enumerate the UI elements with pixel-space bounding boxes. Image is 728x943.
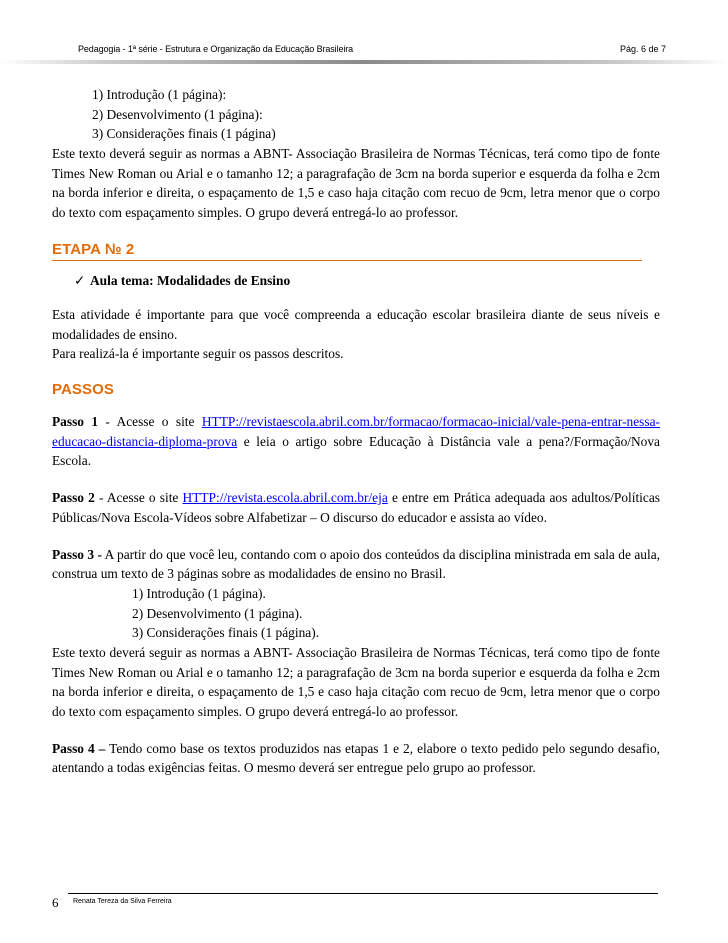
list-item: 2) Desenvolvimento (1 página): <box>92 106 263 122</box>
passo-3-text: A partir do que você leu, contando com o apoio dos conteúdos da disciplina ministrada em sala de aula, construa um texto de 3 páginas sobre as modalidades de ensino no Brasil. <box>52 546 660 582</box>
intro-paragraph-2: Para realizá-la é importante seguir os passos descritos. <box>52 346 344 362</box>
footer-divider <box>68 893 658 894</box>
passo-1-text-after: e leia o artigo sobre Educação à Distância vale a pena?/Formação/Nova Escola. <box>52 433 660 469</box>
mid-outline-list <box>52 584 660 643</box>
passo-4-text: Tendo como base os textos produzidos nas etapas 1 e 2, elabore o texto pedido pelo segundo desafio, atentando a todas exigências feitas. O mesmo deverá ser entregue pelo grupo ao professor. <box>52 740 660 776</box>
checkmark-icon: ✓ <box>74 272 86 288</box>
passo-2-link[interactable]: HTTP://revista.escola.abril.com.br/eja <box>182 490 388 506</box>
etapa-underline <box>52 260 642 262</box>
abnt-instructions-paragraph-2: Este texto deverá seguir as normas a ABNT- Associação Brasileira de Normas Técnicas, terá como tipo de fonte Times New Roman ou Arial e o tamanho 12; a paragrafação de 3cm na borda superior e esquerda da folha e 2cm na borda inferior e direita, o espaçamento de 1,5 e caso haja citação com recuo de 9cm, letra menor que o corpo do texto com espaçamento simples. O grupo deverá entregá-lo ao professor. <box>52 644 660 720</box>
passo-2 <box>52 488 660 527</box>
etapa-title: ETAPA № 2 <box>52 240 135 258</box>
header-page-indicator: Pág. 6 de 7 <box>619 44 666 54</box>
passo-1-label: Passo 1 <box>52 413 99 429</box>
passo-3-label: Passo 3 - <box>52 546 102 562</box>
passo-2-text: - Acesse o site <box>94 490 183 506</box>
etapa-heading <box>52 240 660 264</box>
top-outline-list <box>52 85 660 144</box>
passo-1-text: - Acesse o site <box>98 413 202 429</box>
abnt-instructions-paragraph: Este texto deverá seguir as normas a ABNT- Associação Brasileira de Normas Técnicas, terá como tipo de fonte Times New Roman ou Arial e o tamanho 12; a paragrafação de 3cm na borda superior e esquerda da folha e 2cm na borda inferior e direita, o espaçamento de 1,5 e caso haja citação com recuo de 9cm, letra menor que o corpo do texto com espaçamento simples. O grupo deverá entregá-lo ao professor. <box>52 146 660 221</box>
aula-tema-label: Aula tema: Modalidades de Ensino <box>90 272 291 288</box>
list-item: 2) Desenvolvimento (1 página). <box>132 605 303 621</box>
passo-4 <box>52 739 660 778</box>
page-header <box>70 40 666 56</box>
passo-2-label: Passo 2 <box>52 490 95 506</box>
list-item: 1) Introdução (1 página). <box>132 585 266 601</box>
header-course-title: Pedagogia - 1ª série - Estrutura e Organização da Educação Brasileira <box>78 44 354 54</box>
passos-heading <box>52 380 660 402</box>
passo-1-link[interactable]: HTTP://revistaescola.abril.com.br/formacao/formacao-inicial/vale-pena-entrar-nessa-educacao-distancia-diploma-prova <box>52 413 660 449</box>
footer-page-number: 6 <box>52 895 59 910</box>
passo-3 <box>52 545 660 584</box>
passo-2-text-after: e entre em Prática adequada aos adultos/Políticas Públicas/Nova Escola-Vídeos sobre Alfabetizar – O discurso do educador e assista ao vídeo. <box>52 490 661 525</box>
header-divider <box>0 60 728 64</box>
list-item: 3) Considerações finais (1 página) <box>92 126 276 142</box>
footer-author: Renata Tereza da Silva Ferreira <box>73 898 172 905</box>
list-item: 1) Introdução (1 página): <box>92 87 227 102</box>
passo-4-label: Passo 4 – <box>52 740 106 756</box>
aula-tema-item <box>52 271 660 291</box>
document-body <box>52 85 660 778</box>
list-item: 3) Considerações finais (1 página). <box>132 625 320 641</box>
passo-1 <box>52 412 660 471</box>
intro-paragraph: Esta atividade é importante para que você compreenda a educação escolar brasileira diante de seus níveis e modalidades de ensino. <box>52 306 660 342</box>
passos-title: PASSOS <box>52 380 115 398</box>
